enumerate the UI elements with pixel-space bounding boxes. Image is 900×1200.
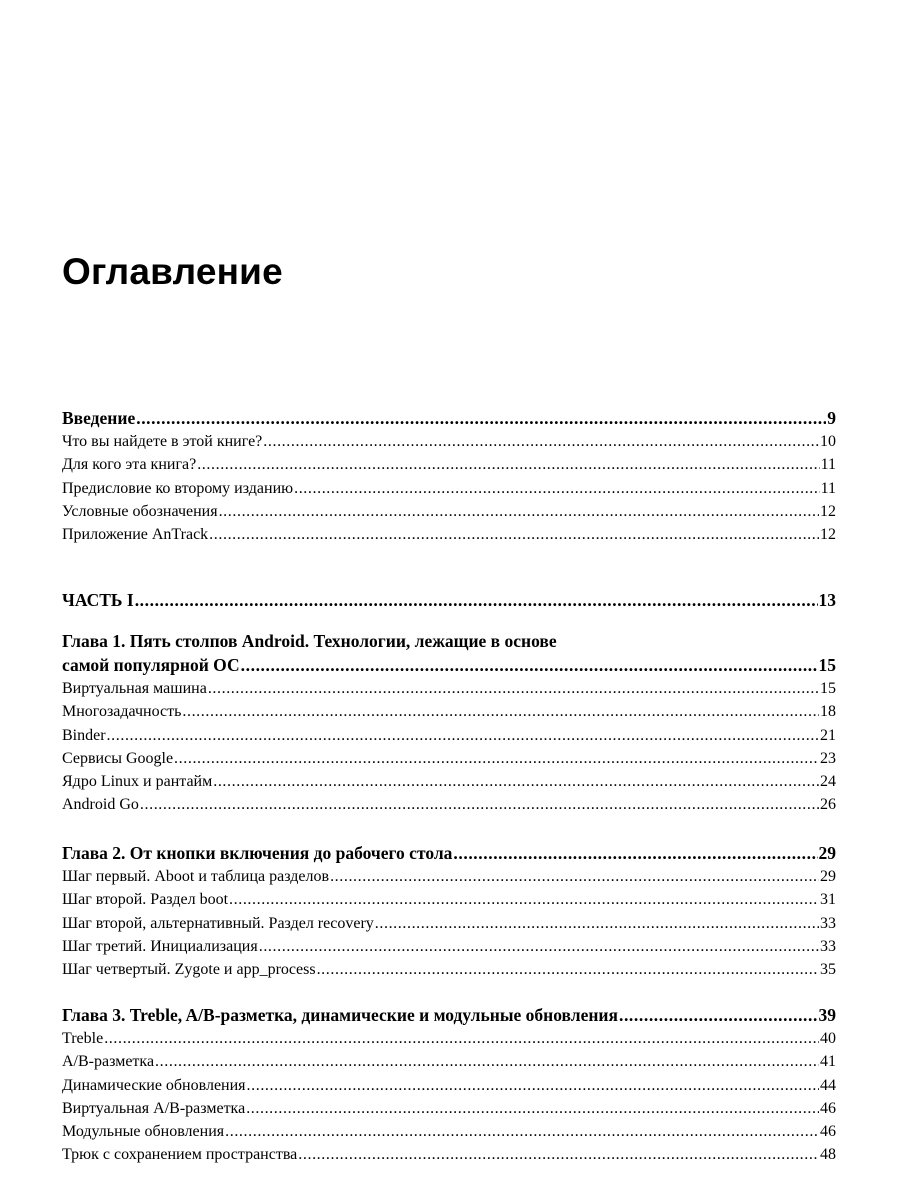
toc-item-title: Динамические обновления xyxy=(62,1076,246,1094)
toc-item-title: Трюк с сохранением пространства xyxy=(62,1146,298,1164)
dot-leader xyxy=(104,1027,819,1050)
toc-page-number: 46 xyxy=(820,1099,836,1117)
toc-item-title: Шаг второй. Раздел boot xyxy=(62,891,229,909)
toc-page-number: 31 xyxy=(820,891,836,909)
toc-page-number: 11 xyxy=(820,479,836,497)
dot-leader xyxy=(453,841,817,865)
toc-page-number: 46 xyxy=(820,1123,836,1141)
toc-item-title: Виртуальная машина xyxy=(62,680,207,697)
dot-leader xyxy=(229,888,819,911)
toc-page-number: 39 xyxy=(818,1005,836,1025)
dot-leader xyxy=(135,588,818,612)
toc-section-chapter-3 xyxy=(62,1003,836,1167)
toc-item[interactable] xyxy=(62,700,836,723)
toc-heading-title: Введение xyxy=(62,408,136,428)
toc-page-number: 24 xyxy=(820,773,836,791)
toc-heading-intro[interactable] xyxy=(62,406,836,430)
dot-leader xyxy=(247,1074,819,1097)
toc-page-number: 18 xyxy=(820,703,836,721)
dot-leader xyxy=(136,406,826,430)
toc-item-title: Шаг четвертый. Zygote и app_process xyxy=(62,961,316,979)
dot-leader xyxy=(182,700,819,723)
toc-page-number: 48 xyxy=(820,1146,836,1164)
toc-page-number: 33 xyxy=(820,937,836,955)
toc-item[interactable] xyxy=(62,724,836,747)
toc-heading-title: ЧАСТЬ I xyxy=(62,590,134,610)
dot-leader xyxy=(208,677,819,700)
toc-page-number: 29 xyxy=(818,843,836,863)
toc-item[interactable] xyxy=(62,453,836,476)
toc-item[interactable] xyxy=(62,523,836,546)
toc-page-number: 29 xyxy=(820,868,836,885)
toc-item-title: A/B-разметка xyxy=(62,1053,155,1071)
toc-item[interactable] xyxy=(62,770,836,793)
toc-item[interactable] xyxy=(62,958,836,981)
toc-item[interactable] xyxy=(62,888,836,911)
dot-leader xyxy=(263,430,819,453)
toc-item-title: Приложение AnTrack xyxy=(62,526,209,544)
toc-item[interactable] xyxy=(62,500,836,523)
dot-leader xyxy=(330,865,819,888)
toc-item-title: Многозадачность xyxy=(62,703,182,721)
toc-item-title: Сервисы Google xyxy=(62,749,174,767)
toc-page-number: 9 xyxy=(827,408,836,428)
toc-item[interactable] xyxy=(62,1050,836,1073)
toc-item-title: Для кого эта книга? xyxy=(62,456,197,474)
toc-item[interactable] xyxy=(62,1143,836,1166)
dot-leader xyxy=(174,747,819,770)
page-title: Оглавление xyxy=(62,251,283,292)
toc-page-number: 11 xyxy=(820,456,836,474)
toc-page-number: 33 xyxy=(820,914,836,932)
toc-item[interactable] xyxy=(62,865,836,888)
toc-item-title: Шаг первый. Aboot и таблица разделов xyxy=(62,868,330,885)
toc-section-part-1 xyxy=(62,588,836,612)
toc-item[interactable] xyxy=(62,1120,836,1143)
toc-item[interactable] xyxy=(62,677,836,700)
dot-leader xyxy=(259,935,819,958)
toc-heading-part-1[interactable] xyxy=(62,588,836,612)
toc-section-chapter-2 xyxy=(62,841,836,981)
toc-page-number: 40 xyxy=(820,1030,836,1047)
toc-heading-chapter-2[interactable] xyxy=(62,841,836,865)
dot-leader xyxy=(298,1143,819,1166)
toc-page-number: 21 xyxy=(820,726,836,744)
toc-page-number: 23 xyxy=(820,749,836,767)
toc-item-title: Android Go xyxy=(62,796,139,814)
dot-leader xyxy=(225,1120,819,1143)
toc-item[interactable] xyxy=(62,1074,836,1097)
toc-item[interactable] xyxy=(62,477,836,500)
toc-page-number: 44 xyxy=(820,1076,836,1094)
toc-item-title: Что вы найдете в этой книге? xyxy=(62,433,263,450)
toc-item-title: Виртуальная A/B-разметка xyxy=(62,1099,246,1117)
toc-page-number: 26 xyxy=(820,796,836,814)
toc-page-number: 12 xyxy=(820,526,836,544)
dot-leader xyxy=(140,793,819,816)
toc-item[interactable] xyxy=(62,1097,836,1120)
toc-item-title: Предисловие ко второму изданию xyxy=(62,479,294,497)
toc-page-number: 15 xyxy=(818,655,836,675)
dot-leader xyxy=(294,477,820,500)
toc-item[interactable] xyxy=(62,1027,836,1050)
toc-item-title: Условные обозначения xyxy=(62,502,218,520)
toc-item-title: Binder xyxy=(62,726,106,744)
dot-leader xyxy=(219,500,819,523)
toc-heading-line: Глава 1. Пять столпов Android. Технологии, лежащие в основе xyxy=(62,631,557,651)
toc-heading-title: самой популярной ОС xyxy=(62,655,240,675)
dot-leader xyxy=(107,724,819,747)
toc-page-number: 12 xyxy=(820,502,836,520)
dot-leader xyxy=(209,523,819,546)
dot-leader xyxy=(213,770,819,793)
dot-leader xyxy=(155,1050,819,1073)
toc-item[interactable] xyxy=(62,935,836,958)
dot-leader xyxy=(246,1097,819,1120)
toc-heading-title: Глава 2. От кнопки включения до рабочего стола xyxy=(62,843,453,863)
toc-item[interactable] xyxy=(62,747,836,770)
toc-item-title: Шаг второй, альтернативный. Раздел recovery xyxy=(62,914,374,932)
toc-item[interactable] xyxy=(62,793,836,816)
toc-item-title: Модульные обновления xyxy=(62,1123,225,1141)
dot-leader xyxy=(197,453,819,476)
toc-section-chapter-1 xyxy=(62,629,836,817)
toc-page-number: 41 xyxy=(820,1053,836,1071)
dot-leader xyxy=(619,1003,818,1027)
toc-page-number: 15 xyxy=(820,680,836,697)
toc-page-number: 13 xyxy=(818,590,836,610)
toc-heading-chapter-1[interactable] xyxy=(62,653,836,677)
toc-heading-chapter-3[interactable] xyxy=(62,1003,836,1027)
dot-leader xyxy=(375,912,819,935)
toc-heading-title: Глава 3. Treble, A/B-разметка, динамические и модульные обновления xyxy=(62,1005,618,1025)
dot-leader xyxy=(241,653,818,677)
toc-page-number: 10 xyxy=(820,433,836,450)
dot-leader xyxy=(317,958,819,981)
toc-item-title: Treble xyxy=(62,1030,104,1047)
toc-item[interactable] xyxy=(62,912,836,935)
toc-page-number: 35 xyxy=(820,961,836,979)
toc-item-title: Шаг третий. Инициализация xyxy=(62,937,258,955)
toc-section-intro xyxy=(62,406,836,546)
toc-item-title: Ядро Linux и рантайм xyxy=(62,773,213,791)
toc-item[interactable] xyxy=(62,430,836,453)
